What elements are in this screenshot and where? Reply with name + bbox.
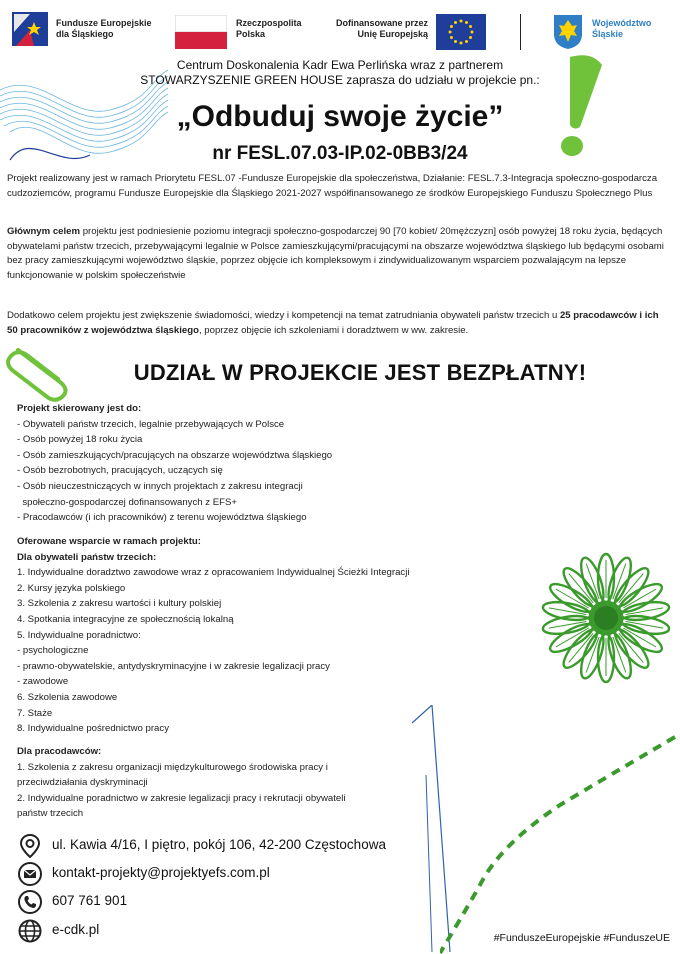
silesia-coat-of-arms (553, 14, 583, 50)
eu-star-icon (450, 36, 453, 39)
website-link[interactable]: e-cdk.pl (52, 922, 100, 937)
list-item: - Osób zamieszkujących/pracujących na obszarze województwa śląskiego (17, 449, 333, 461)
eu-star-icon (469, 25, 472, 28)
eu-star-icon (460, 20, 463, 23)
region-logo-text: Województwo Śląskie (592, 18, 652, 39)
list-item: 3. Szkolenia z zakresu wartości i kultury polskiej (17, 598, 222, 610)
email-link[interactable]: kontakt-projekty@projektyefs.com.pl (52, 865, 270, 880)
employers-heading: Dla pracodawców: (17, 746, 102, 757)
additional-goal-text-b: , poprzez objęcie ich szkoleniami i doradztwem w ww. zakresie. (198, 324, 469, 336)
project-code: nr FESL.07.03-IP.02-0BB3/24 (212, 143, 468, 164)
list-item: przeciwdziałania dyskryminacji (17, 777, 148, 789)
fe-logo-text: Fundusze Europejskie dla Śląskiego (56, 18, 152, 39)
list-item: 5. Indywidualne poradnictwo: (17, 629, 141, 641)
phone-icon (18, 890, 42, 914)
list-item: 7. Staże (17, 707, 53, 719)
list-item: - Pracodawców (i ich pracowników) z terenu województwa śląskiego (17, 512, 307, 524)
phone-text[interactable]: 607 761 901 (52, 893, 128, 908)
logo-divider (520, 14, 521, 50)
location-pin-icon (18, 834, 42, 858)
paragraph-additional-goal (7, 309, 671, 338)
list-item: państw trzecich (17, 808, 84, 820)
contact-phone (18, 890, 438, 914)
eu-star-icon (465, 40, 468, 43)
list-item: społeczno-gospodarczej dofinansowanych z EFS+ (17, 496, 237, 508)
main-goal-text: projektu jest podniesienie poziomu integracji społeczno-gospodarczej 90 [70 kobiet/ 20mężczyzn] osób powyżej 18 roku życia, będących obywatelami państw trzecich, przebywającymi legalnie w Polsce zamieszkującymi/pracującymi na obszarze województwa śląskiego lub będącymi osobami bez pracy zamieszkującymi województwo śląskie, poprzez objęcie ich kompleksowym i zindywidualizowanym wsparciem pozwalającym na lepsze funkcjonowanie w polskim społeczeństwie (7, 226, 664, 282)
eu-star-icon (454, 40, 457, 43)
list-item: 6. Szkolenia zawodowe (17, 691, 118, 703)
contact-address (18, 834, 438, 858)
list-item: 2. Indywidualne poradnictwo w zakresie legalizacji pracy i rekrutacji obywateli (17, 792, 346, 804)
list-item: - Osób powyżej 18 roku życia (17, 434, 143, 446)
list-item: - zawodowe (17, 676, 69, 688)
eu-star-icon (450, 25, 453, 28)
globe-icon (18, 919, 42, 943)
list-item: - prawno-obywatelskie, antydyskryminacyjne i w zakresie legalizacji pracy (17, 660, 330, 672)
polish-flag-logo (175, 15, 227, 49)
support-heading: Oferowane wsparcie w ramach projektu: (17, 536, 201, 547)
eu-star-icon (454, 21, 457, 24)
intro-line-2: STOWARZYSZENIE GREEN HOUSE zaprasza do udziału w projekcie pn.: (140, 73, 540, 87)
email-icon (18, 862, 42, 886)
target-heading: Projekt skierowany jest do: (17, 403, 142, 414)
support-list (17, 534, 487, 737)
list-item: 8. Indywidualne pośrednictwo pracy (17, 723, 169, 735)
address-text: ul. Kawia 4/16, I piętro, pokój 106, 42-200 Częstochowa (52, 837, 386, 852)
eu-star-icon (460, 42, 463, 45)
rp-logo-text: Rzeczpospolita Polska (236, 18, 302, 39)
free-participation-banner: UDZIAŁ W PROJEKCIE JEST BEZPŁATNY! (133, 360, 587, 385)
list-item: 1. Szkolenia z zakresu organizacji międzykulturowego środowiska pracy i (17, 761, 328, 773)
list-item: - psychologiczne (17, 645, 89, 657)
target-list (17, 401, 487, 526)
citizens-heading: Dla obywateli państw trzecich: (17, 551, 157, 563)
eu-star-icon (465, 21, 468, 24)
fundusze-europejskie-logo (12, 12, 48, 46)
logo-bar (0, 0, 680, 62)
list-item: 1. Indywidualne doradztwo zawodowe wraz z opracowaniem Indywidualnej Ścieżki Integracji (17, 567, 410, 579)
paragraph-main-goal (7, 225, 671, 284)
eu-logo-text: Dofinansowane przez Unię Europejską (335, 18, 428, 39)
main-goal-label: Głównym celem (7, 226, 81, 237)
contact-website (18, 919, 438, 943)
list-item: 4. Spotkania integracyjne ze społecznością lokalną (17, 613, 234, 625)
employers-list (17, 744, 487, 822)
eu-star-icon (449, 31, 452, 34)
hashtags: #FunduszeEuropejskie #FunduszeUE (493, 932, 670, 944)
paragraph-priority: Projekt realizowany jest w ramach Priorytetu FESL.07 -Fundusze Europejskie dla społeczeństwa, Działanie: FESL.7.3-Integracja społeczno-gospodarcza cudzoziemców, programu Fundusze Europejskie dla Śląskiego 2021-2027 współfinansowanego ze środków Europejskiego Funduszu Społecznego Plus (7, 173, 658, 199)
list-item: - Obywateli państw trzecich, legalnie przebywających w Polsce (17, 418, 285, 430)
additional-goal-text-a: Dodatkowo celem projektu jest zwiększenie świadomości, wiedzy i kompetencji na temat zatrudniania obywateli państw trzecich u (7, 310, 560, 321)
flower-decoration (536, 548, 676, 688)
list-item: 2. Kursy języka polskiego (17, 582, 126, 594)
eu-star-icon (469, 36, 472, 39)
employers-count-label: 25 pracodawców i ich 50 pracowników z województwa śląskiego (7, 310, 659, 336)
eu-star-icon (471, 31, 474, 34)
intro-line-1: Centrum Doskonalenia Kadr Ewa Perlińska wraz z partnerem (176, 58, 504, 72)
eu-flag-logo (436, 14, 486, 50)
contact-email (18, 862, 438, 886)
list-item: - Osób bezrobotnych, pracujących, uczących się (17, 465, 223, 477)
list-item: - Osób nieuczestniczących w innych projektach z zakresu integracji (17, 480, 303, 492)
project-title: „Odbuduj swoje życie” (176, 100, 504, 133)
